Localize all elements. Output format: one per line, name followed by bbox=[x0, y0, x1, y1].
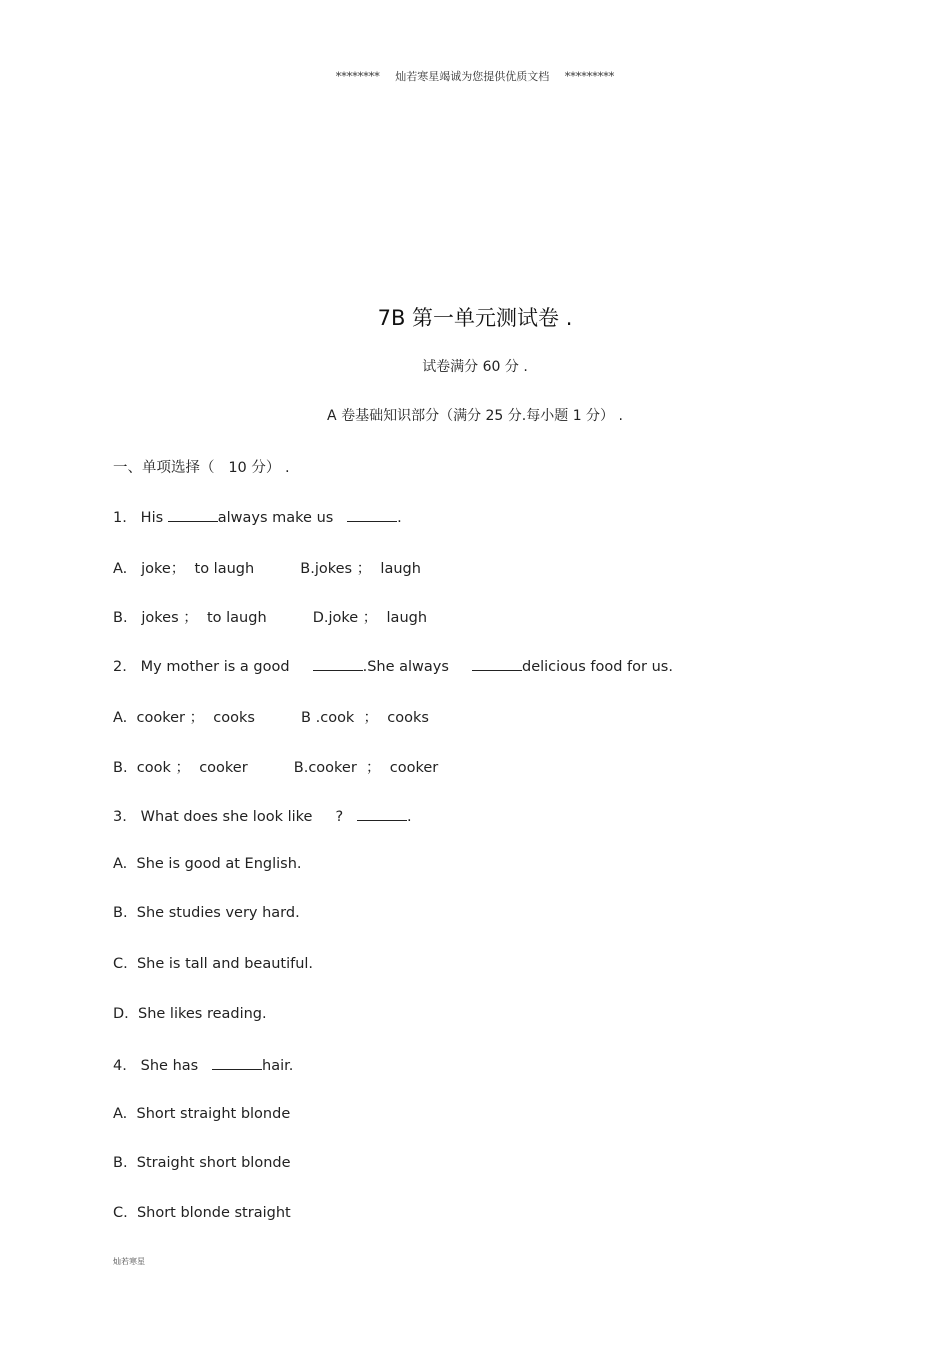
answer-blank bbox=[313, 656, 363, 671]
part1-heading: 一、单项选择（ 10 分） . bbox=[113, 460, 290, 476]
q4-option-b: B. Straight short blonde bbox=[113, 1155, 291, 1171]
q3-option-c: C. She is tall and beautiful. bbox=[113, 956, 314, 972]
question-3 bbox=[113, 806, 412, 825]
q3-option-a: A. She is good at English. bbox=[113, 856, 302, 872]
q3-option-b: B. She studies very hard. bbox=[113, 905, 300, 921]
q1-text-a: 1. His bbox=[113, 510, 168, 526]
q4-option-a: A. Short straight blonde bbox=[113, 1106, 291, 1122]
q2-text-b: .She always bbox=[362, 659, 472, 675]
q2-text-c: delicious food for us. bbox=[521, 659, 673, 675]
q1-text-c: . bbox=[397, 510, 402, 526]
section-a-heading: A 卷基础知识部分（满分 25 分.每小题 1 分） . bbox=[327, 408, 623, 424]
answer-blank bbox=[212, 1055, 262, 1070]
answer-blank bbox=[347, 507, 397, 522]
answer-blank bbox=[357, 806, 407, 821]
q1-options-row-2: B. jokes ； to laugh D.joke ； laugh bbox=[113, 610, 428, 626]
answer-blank bbox=[168, 507, 218, 522]
q2-options-row-2: B. cook ； cooker B.cooker ； cooker bbox=[113, 760, 439, 776]
header-stars-right: ********* bbox=[564, 70, 615, 83]
test-title: 7B 第一单元测试卷 . bbox=[377, 306, 573, 330]
q2-text-a: 2. My mother is a good bbox=[113, 659, 313, 675]
page-footer: 灿若寒星 bbox=[113, 1257, 145, 1266]
question-1 bbox=[113, 507, 402, 526]
q4-option-c: C. Short blonde straight bbox=[113, 1205, 291, 1221]
q1-options-row-1: A. joke； to laugh B.jokes ； laugh bbox=[113, 561, 421, 577]
q3-text-a: 3. What does she look like ? bbox=[113, 809, 358, 825]
header-text: 灿若寒星竭诚为您提供优质文档 bbox=[395, 70, 550, 83]
q1-text-b: always make us bbox=[217, 510, 348, 526]
q3-text-b: . bbox=[407, 809, 412, 825]
question-2 bbox=[113, 656, 673, 675]
q4-text-b: hair. bbox=[262, 1058, 294, 1074]
header-stars-left: ******** bbox=[335, 70, 380, 83]
page-header bbox=[0, 68, 950, 84]
question-4 bbox=[113, 1055, 293, 1074]
q4-text-a: 4. She has bbox=[113, 1058, 213, 1074]
q3-option-d: D. She likes reading. bbox=[113, 1006, 267, 1022]
q2-options-row-1: A. cooker ； cooks B .cook ； cooks bbox=[113, 710, 429, 726]
score-total: 试卷满分 60 分 . bbox=[422, 359, 528, 375]
answer-blank bbox=[472, 656, 522, 671]
